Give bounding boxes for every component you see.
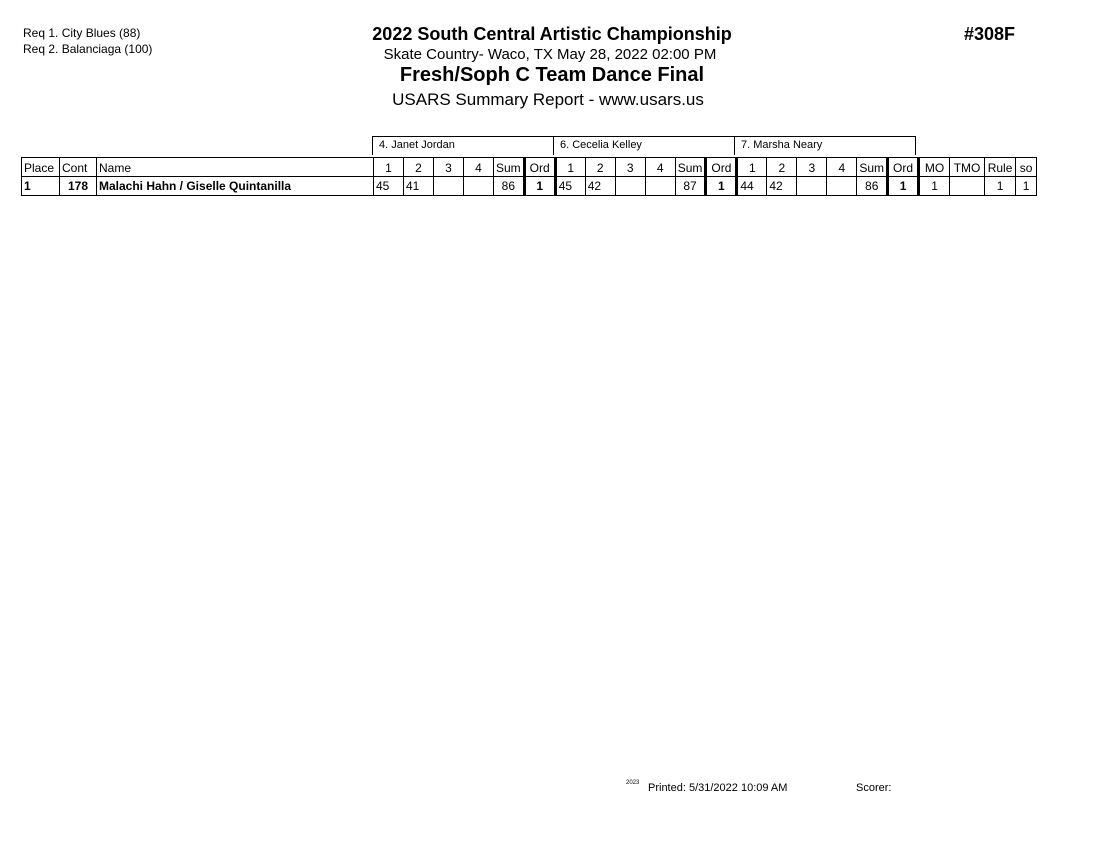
printed-timestamp: Printed: 5/31/2022 10:09 AM bbox=[648, 782, 788, 794]
col-j1-sum: Sum bbox=[494, 158, 525, 177]
event-name: Fresh/Soph C Team Dance Final bbox=[399, 64, 705, 86]
results-table bbox=[21, 157, 1037, 196]
location-date: Skate Country- Waco, TX May 28, 2022 02:00 PM bbox=[383, 46, 717, 63]
request-1: Req 1. City Blues (88) bbox=[23, 26, 141, 40]
request-2: Req 2. Balanciaga (100) bbox=[23, 42, 153, 56]
so-cell: 1 bbox=[1016, 177, 1037, 196]
j1-score-1: 45 bbox=[374, 177, 404, 196]
table-row bbox=[22, 177, 1037, 196]
j3-score-3 bbox=[797, 177, 827, 196]
col-j2-1: 1 bbox=[555, 158, 585, 177]
j2-score-1: 45 bbox=[555, 177, 585, 196]
col-j1-4: 4 bbox=[464, 158, 494, 177]
col-cont: Cont bbox=[60, 158, 97, 177]
tmo-cell bbox=[950, 177, 985, 196]
j2-sum: 87 bbox=[675, 177, 706, 196]
col-tmo: TMO bbox=[950, 158, 985, 177]
judge-header-3: 7. Marsha Neary bbox=[734, 136, 916, 155]
j1-score-4 bbox=[464, 177, 494, 196]
col-j1-3: 3 bbox=[434, 158, 464, 177]
col-j3-1: 1 bbox=[737, 158, 767, 177]
j2-score-4 bbox=[645, 177, 675, 196]
col-j2-3: 3 bbox=[615, 158, 645, 177]
col-name: Name bbox=[97, 158, 374, 177]
j1-sum: 86 bbox=[494, 177, 525, 196]
table-header-row bbox=[22, 158, 1037, 177]
j1-score-3 bbox=[434, 177, 464, 196]
col-j3-3: 3 bbox=[797, 158, 827, 177]
judge-header-2: 6. Cecelia Kelley bbox=[553, 136, 735, 155]
col-j3-sum: Sum bbox=[857, 158, 888, 177]
col-j3-ord: Ord bbox=[888, 158, 919, 177]
competition-title: 2022 South Central Artistic Championship bbox=[372, 24, 732, 44]
rule-cell: 1 bbox=[985, 177, 1016, 196]
col-j3-4: 4 bbox=[827, 158, 857, 177]
j2-ord: 1 bbox=[706, 177, 737, 196]
scorer-label: Scorer: bbox=[856, 782, 892, 794]
place-cell: 1 bbox=[22, 177, 60, 196]
col-j3-2: 2 bbox=[767, 158, 797, 177]
j1-score-2: 41 bbox=[404, 177, 434, 196]
j3-score-1: 44 bbox=[737, 177, 767, 196]
event-number: #308F bbox=[964, 24, 1016, 44]
judge-header-1: 4. Janet Jordan bbox=[372, 136, 554, 155]
j3-ord: 1 bbox=[888, 177, 919, 196]
report-name: USARS Summary Report - www.usars.us bbox=[392, 90, 704, 109]
col-j2-ord: Ord bbox=[706, 158, 737, 177]
col-rule: Rule bbox=[985, 158, 1016, 177]
j2-score-3 bbox=[615, 177, 645, 196]
col-j2-2: 2 bbox=[585, 158, 615, 177]
j1-ord: 1 bbox=[524, 177, 555, 196]
col-j1-ord: Ord bbox=[524, 158, 555, 177]
col-place: Place bbox=[22, 158, 60, 177]
col-j1-1: 1 bbox=[374, 158, 404, 177]
j3-score-4 bbox=[827, 177, 857, 196]
col-j2-sum: Sum bbox=[675, 158, 706, 177]
footer-code: 2023 bbox=[626, 780, 640, 786]
col-j2-4: 4 bbox=[645, 158, 675, 177]
j3-sum: 86 bbox=[857, 177, 888, 196]
col-j1-2: 2 bbox=[404, 158, 434, 177]
cont-cell: 178 bbox=[60, 177, 97, 196]
col-so: so bbox=[1016, 158, 1037, 177]
j2-score-2: 42 bbox=[585, 177, 615, 196]
name-cell: Malachi Hahn / Giselle Quintanilla bbox=[97, 177, 374, 196]
col-mo: MO bbox=[919, 158, 950, 177]
mo-cell: 1 bbox=[919, 177, 950, 196]
j3-score-2: 42 bbox=[767, 177, 797, 196]
